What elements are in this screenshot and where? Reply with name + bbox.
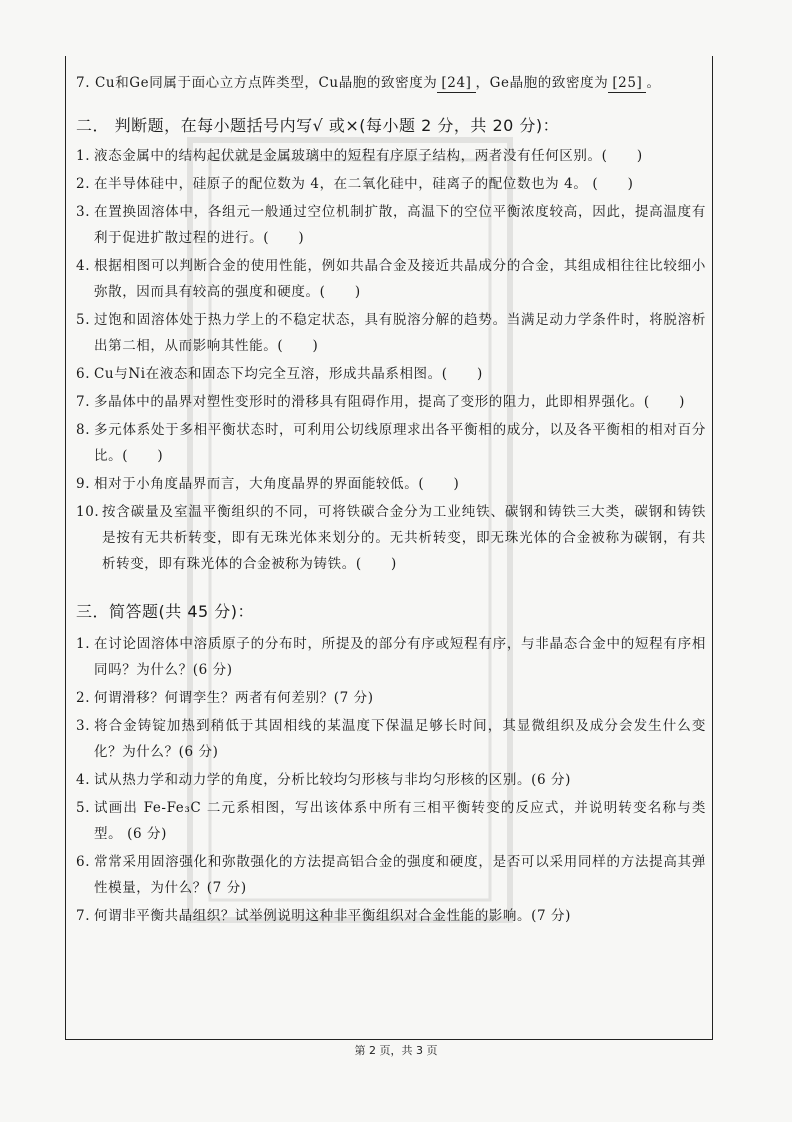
q7-blank-24: [24] <box>437 74 475 93</box>
short-answer-list <box>76 631 706 929</box>
tf-item-text: 在半导体硅中，硅原子的配位数为 4，在二氧化硅中，硅离子的配位数也为 4。 <box>94 176 593 192</box>
answer-paren[interactable]: ( ) <box>122 448 164 464</box>
sa-item-2 <box>76 685 706 711</box>
exam-content <box>76 70 706 931</box>
sa-item-number: 6. <box>76 854 91 870</box>
tf-item-text: Cu与Ni在液态和固态下均完全互溶，形成共晶系相图。 <box>94 366 442 382</box>
sa-item-3 <box>76 713 706 765</box>
tf-item-text: 多元体系处于多相平衡状态时，可利用公切线原理求出各平衡相的成分，以及各平衡相的相对百分比。 <box>94 422 706 464</box>
tf-item-10 <box>76 499 706 577</box>
tf-item-number: 3. <box>76 204 91 220</box>
sa-item-text: 在讨论固溶体中溶质原子的分布时，所提及的部分有序或短程有序，与非晶态合金中的短程有序相同吗？为什么？(6 分) <box>94 636 706 678</box>
sa-item-6 <box>76 849 706 901</box>
answer-paren[interactable]: ( ) <box>643 394 685 410</box>
tf-item-number: 9. <box>76 476 91 492</box>
tf-item-text: 在置换固溶体中，各组元一般通过空位机制扩散，高温下的空位平衡浓度较高，因此，提高温度有利于促进扩散过程的进行。 <box>94 204 706 246</box>
tf-item-text: 液态金属中的结构起伏就是金属玻璃中的短程有序原子结构，两者没有任何区别。 <box>94 148 602 164</box>
q7-blank-25: [25] <box>608 74 646 93</box>
answer-paren[interactable]: ( ) <box>592 176 634 192</box>
tf-item-5 <box>76 307 706 359</box>
answer-paren[interactable]: ( ) <box>418 476 460 492</box>
sa-item-number: 1. <box>76 636 91 652</box>
tf-item-text: 相对于小角度晶界而言，大角度晶界的界面能较低。 <box>94 476 419 492</box>
sa-item-number: 2. <box>76 690 91 706</box>
sa-item-7 <box>76 903 706 929</box>
tf-item-number: 8. <box>76 422 91 438</box>
sa-item-5 <box>76 795 706 847</box>
sa-item-text: 何谓滑移？何谓孪生？两者有何差别？(7 分) <box>94 690 374 706</box>
tf-item-text: 按含碳量及室温平衡组织的不同，可将铁碳合金分为工业纯铁、碳钢和铸铁三大类，碳钢和铸铁是按有无共析转变，即有无珠光体来划分的。无共析转变，即无珠光体的合金被称为碳钢，有共析转变，即有珠光体的合金被称为铸铁。 <box>102 504 706 572</box>
sa-item-text: 试画出 Fe-Fe₃C 二元系相图，写出该体系中所有三相平衡转变的反应式，并说明转变名称与类型。 (6 分) <box>94 800 706 842</box>
tf-item-text: 过饱和固溶体处于热力学上的不稳定状态，具有脱溶分解的趋势。当满足动力学条件时，将脱溶析出第二相，从而影响其性能。 <box>94 312 706 354</box>
exam-page-frame <box>65 56 713 1040</box>
section-3-title: 三．简答题(共 45 分)： <box>76 602 255 621</box>
q7-suffix: 。 <box>646 75 661 91</box>
tf-item-2 <box>76 171 706 197</box>
tf-item-number: 2. <box>76 176 91 192</box>
answer-paren[interactable]: ( ) <box>355 556 397 572</box>
sa-item-number: 5. <box>76 800 91 816</box>
tf-item-7 <box>76 389 706 415</box>
sa-item-1 <box>76 631 706 683</box>
answer-paren[interactable]: ( ) <box>263 230 305 246</box>
answer-paren[interactable]: ( ) <box>601 148 643 164</box>
tf-item-6 <box>76 361 706 387</box>
section-2-title: 二． 判断题，在每小题括号内写√ 或×(每小题 2 分，共 20 分)： <box>76 116 560 135</box>
fill-question-7 <box>76 70 706 96</box>
tf-item-number: 4. <box>76 258 91 274</box>
tf-item-text: 根据相图可以判断合金的使用性能，例如共晶合金及接近共晶成分的合金，其组成相往往比较细小弥散，因而具有较高的强度和硬度。 <box>94 258 706 300</box>
tf-item-number: 6. <box>76 366 91 382</box>
sa-item-text: 将合金铸锭加热到稍低于其固相线的某温度下保温足够长时间，其显微组织及成分会发生什么变化？为什么？(6 分) <box>94 718 706 760</box>
tf-item-number: 1. <box>76 148 91 164</box>
tf-item-3 <box>76 199 706 251</box>
sa-item-text: 常常采用固溶强化和弥散强化的方法提高铝合金的强度和硬度，是否可以采用同样的方法提高其弹性模量，为什么？(7 分) <box>94 854 706 896</box>
answer-paren[interactable]: ( ) <box>319 284 361 300</box>
tf-item-1 <box>76 143 706 169</box>
tf-item-4 <box>76 253 706 305</box>
answer-paren[interactable]: ( ) <box>277 338 319 354</box>
tf-item-9 <box>76 471 706 497</box>
tf-item-number: 5. <box>76 312 91 328</box>
q7-middle: ，Ge晶胞的致密度为 <box>475 75 609 91</box>
sa-item-text: 试从热力学和动力学的角度，分析比较均匀形核与非均匀形核的区别。(6 分) <box>94 772 572 788</box>
tf-item-number: 7. <box>76 394 91 410</box>
sa-item-4 <box>76 767 706 793</box>
sa-item-number: 7. <box>76 908 91 924</box>
tf-item-number: 10. <box>76 504 100 520</box>
answer-paren[interactable]: ( ) <box>441 366 483 382</box>
sa-item-number: 3. <box>76 718 91 734</box>
tf-item-text: 多晶体中的晶界对塑性变形时的滑移具有阻碍作用，提高了变形的阻力，此即相界强化。 <box>94 394 644 410</box>
tf-item-8 <box>76 417 706 469</box>
page-footer: 第 2 页，共 3 页 <box>354 1044 438 1057</box>
q7-prefix: 7. Cu和Ge同属于面心立方点阵类型，Cu晶胞的致密度为 <box>76 75 438 91</box>
true-false-list <box>76 143 706 577</box>
sa-item-number: 4. <box>76 772 91 788</box>
sa-item-text: 何谓非平衡共晶组织？试举例说明这种非平衡组织对合金性能的影响。(7 分) <box>94 908 572 924</box>
